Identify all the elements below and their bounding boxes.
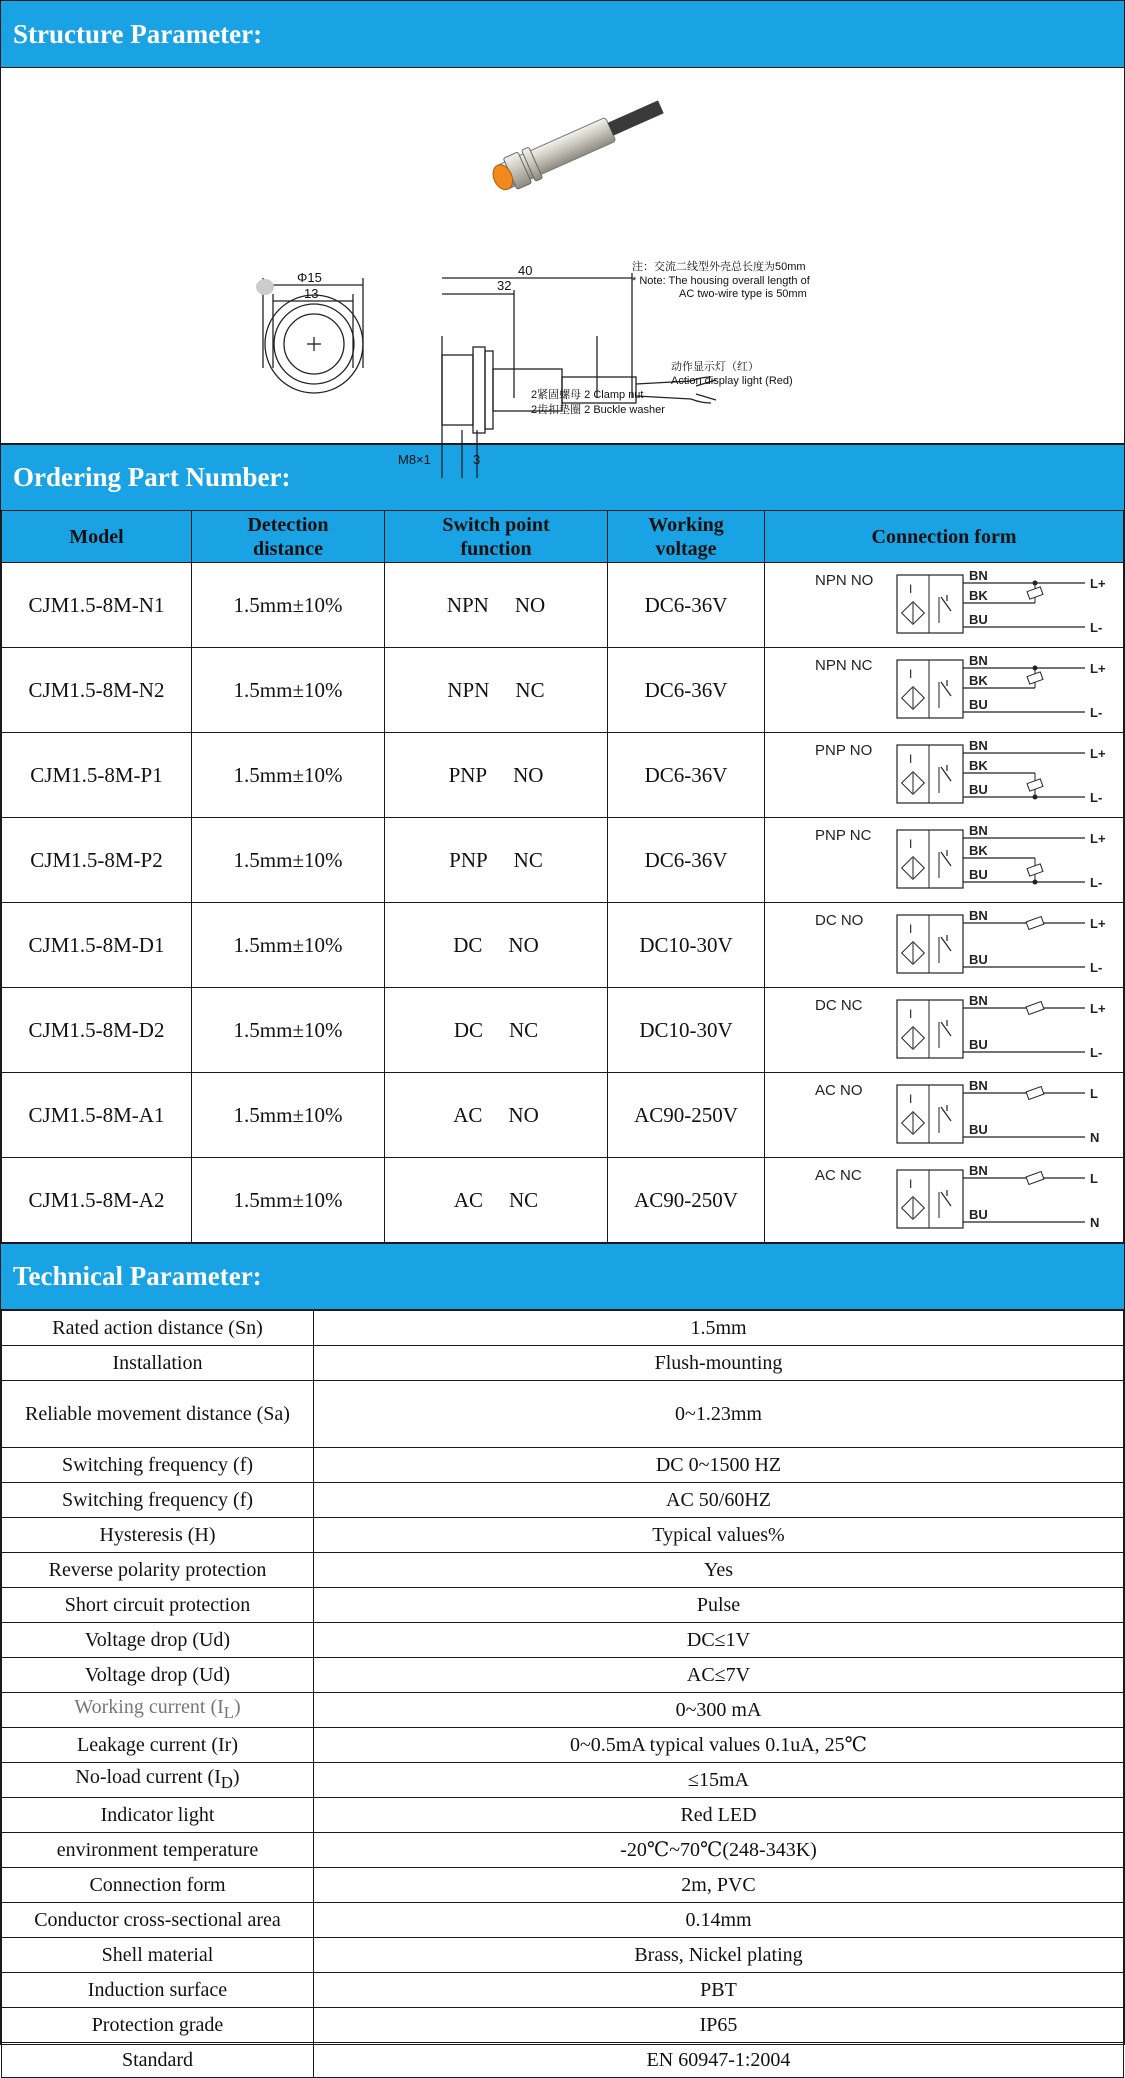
technical-table	[1, 1310, 1124, 2078]
switch-cell: NPN NO	[385, 563, 608, 648]
structure-section-title: Structure Parameter:	[1, 1, 1124, 68]
supply-pos-label: L+	[1090, 576, 1106, 591]
bu-label: BU	[969, 782, 988, 797]
bn-label: BN	[969, 993, 988, 1008]
load-icon	[1027, 672, 1043, 684]
table-row	[2, 988, 1124, 1073]
table-row	[2, 733, 1124, 818]
connection-diagram-cell	[765, 988, 1124, 1073]
bn-label: BN	[969, 823, 988, 838]
table-row	[2, 1763, 1124, 1798]
voltage-cell: DC6-36V	[608, 563, 765, 648]
voltage-cell: DC10-30V	[608, 903, 765, 988]
note-cn: 注：交流二线型外壳总长度为50mm	[632, 261, 806, 273]
param-label: Indicator light	[2, 1798, 314, 1833]
param-value: EN 60947-1:2004	[314, 2043, 1124, 2078]
diagram-label: DC NC	[815, 997, 863, 1014]
model-cell: CJM1.5-8M-D2	[2, 988, 192, 1073]
nut-length-label: 3	[473, 452, 481, 467]
distance-cell: 1.5mm±10%	[192, 903, 385, 988]
switch-cell: PNP NO	[385, 733, 608, 818]
diagram-label: PNP NO	[815, 742, 873, 759]
bu-label: BU	[969, 1122, 988, 1137]
sensor-box	[897, 745, 963, 803]
voltage-cell: DC6-36V	[608, 648, 765, 733]
note-en-1: * Note: The housing overall length of	[632, 275, 810, 287]
ordering-section-title: Ordering Part Number:	[1, 444, 1124, 511]
param-value: DC≤1V	[314, 1623, 1124, 1658]
table-row	[2, 1798, 1124, 1833]
sensor-box	[897, 575, 963, 633]
table-row	[2, 1381, 1124, 1448]
bu-label: BU	[969, 697, 988, 712]
load-icon	[1026, 1002, 1044, 1015]
model-cell: CJM1.5-8M-D1	[2, 903, 192, 988]
table-row	[2, 1483, 1124, 1518]
bu-label: BU	[969, 867, 988, 882]
connection-diagram-cell	[765, 648, 1124, 733]
len-total-label: 40	[518, 263, 533, 278]
wiring-diagram	[765, 818, 1125, 896]
sensor-photo	[488, 91, 668, 196]
i-label: I	[909, 837, 913, 851]
diagram-label: NPN NO	[815, 572, 874, 589]
sensor-box	[897, 915, 963, 973]
i-label: I	[909, 752, 913, 766]
supply-neg-label: N	[1090, 1215, 1100, 1230]
table-row	[2, 1693, 1124, 1728]
diagram-label: DC NO	[815, 912, 864, 929]
connection-diagram-cell	[765, 1073, 1124, 1158]
param-value: Flush-mounting	[314, 1346, 1124, 1381]
light-cn: 动作显示灯（红）	[671, 361, 759, 373]
param-value: 0~0.5mA typical values 0.1uA, 25℃	[314, 1728, 1124, 1763]
model-cell: CJM1.5-8M-P1	[2, 733, 192, 818]
switch-cell: NPN NC	[385, 648, 608, 733]
param-value: Brass, Nickel plating	[314, 1938, 1124, 1973]
param-label: Induction surface	[2, 1973, 314, 2008]
distance-cell: 1.5mm±10%	[192, 818, 385, 903]
supply-neg-label: L-	[1090, 1045, 1103, 1060]
bk-label: BK	[969, 588, 988, 603]
switch-cell: AC NC	[385, 1158, 608, 1243]
param-label: Standard	[2, 2043, 314, 2078]
table-row	[2, 2043, 1124, 2078]
table-row	[2, 563, 1124, 648]
table-row	[2, 818, 1124, 903]
table-row	[2, 1658, 1124, 1693]
distance-cell: 1.5mm±10%	[192, 1073, 385, 1158]
load-icon	[1026, 1172, 1044, 1185]
clamp-nut-label: 2紧固螺母 2 Clamp nut	[531, 389, 644, 401]
table-row	[2, 1728, 1124, 1763]
table-row	[2, 1833, 1124, 1868]
bn-label: BN	[969, 1078, 988, 1093]
load-icon	[1026, 1087, 1044, 1100]
wiring-diagram	[765, 1073, 1125, 1151]
table-row	[2, 1346, 1124, 1381]
supply-pos-label: L	[1090, 1171, 1098, 1186]
voltage-cell: DC6-36V	[608, 818, 765, 903]
param-label: Reverse polarity protection	[2, 1553, 314, 1588]
bu-label: BU	[969, 952, 988, 967]
table-row	[2, 1158, 1124, 1243]
switch-cell: DC NC	[385, 988, 608, 1073]
bk-label: BK	[969, 758, 988, 773]
dia-inner-label: 13	[304, 286, 319, 301]
sensor-box	[897, 830, 963, 888]
param-label: Connection form	[2, 1868, 314, 1903]
param-value: Pulse	[314, 1588, 1124, 1623]
param-label: Switching frequency (f)	[2, 1448, 314, 1483]
connection-diagram-cell	[765, 733, 1124, 818]
i-label: I	[909, 667, 913, 681]
bn-label: BN	[969, 1163, 988, 1178]
voltage-cell: DC6-36V	[608, 733, 765, 818]
table-row	[2, 1868, 1124, 1903]
distance-cell: 1.5mm±10%	[192, 563, 385, 648]
technical-section-title: Technical Parameter:	[1, 1243, 1124, 1310]
param-value: 2m, PVC	[314, 1868, 1124, 1903]
param-value: 1.5mm	[314, 1311, 1124, 1346]
table-row	[2, 1938, 1124, 1973]
load-icon	[1026, 917, 1044, 930]
wiring-diagram	[765, 648, 1125, 726]
table-row	[2, 1623, 1124, 1658]
param-value: PBT	[314, 1973, 1124, 2008]
table-row	[2, 1518, 1124, 1553]
model-cell: CJM1.5-8M-A2	[2, 1158, 192, 1243]
param-value: Red LED	[314, 1798, 1124, 1833]
param-label: Working current $(I_L)$	[2, 1693, 314, 1728]
param-label: environment temperature	[2, 1833, 314, 1868]
param-label: No-load current $(I_D)$	[2, 1763, 314, 1798]
connection-diagram-cell	[765, 818, 1124, 903]
structure-drawing	[1, 68, 1124, 467]
param-label: Voltage drop (Ud)	[2, 1623, 314, 1658]
bn-label: BN	[969, 908, 988, 923]
supply-neg-label: L-	[1090, 875, 1103, 890]
i-label: I	[909, 1007, 913, 1021]
table-row	[2, 648, 1124, 733]
distance-cell: 1.5mm±10%	[192, 648, 385, 733]
supply-pos-label: L+	[1090, 916, 1106, 931]
sensor-box	[897, 1170, 963, 1228]
diagram-label: AC NC	[815, 1167, 862, 1184]
param-label: Installation	[2, 1346, 314, 1381]
table-row	[2, 1073, 1124, 1158]
voltage-cell: AC90-250V	[608, 1073, 765, 1158]
bn-label: BN	[969, 653, 988, 668]
param-label: Voltage drop (Ud)	[2, 1658, 314, 1693]
i-label: I	[909, 1177, 913, 1191]
bu-label: BU	[969, 1037, 988, 1052]
param-value: AC≤7V	[314, 1658, 1124, 1693]
bu-label: BU	[969, 1207, 988, 1222]
param-value: IP65	[314, 2008, 1124, 2043]
light-en: Action display light (Red)	[671, 375, 793, 387]
param-label: Rated action distance (Sn)	[2, 1311, 314, 1346]
len-thread-label: 32	[497, 278, 512, 293]
connection-diagram-cell	[765, 903, 1124, 988]
param-value: -20℃~70℃(248-343K)	[314, 1833, 1124, 1868]
table-row	[2, 2008, 1124, 2043]
note-en-2: AC two-wire type is 50mm	[679, 288, 807, 300]
param-label: Hysteresis (H)	[2, 1518, 314, 1553]
model-cell: CJM1.5-8M-P2	[2, 818, 192, 903]
col-voltage: Working voltage	[608, 511, 765, 563]
sensor-box	[897, 660, 963, 718]
distance-cell: 1.5mm±10%	[192, 733, 385, 818]
supply-pos-label: L+	[1090, 746, 1106, 761]
param-label: Reliable movement distance (Sa)	[2, 1381, 314, 1448]
sensor-box	[897, 1085, 963, 1143]
supply-pos-label: L+	[1090, 831, 1106, 846]
distance-cell: 1.5mm±10%	[192, 1158, 385, 1243]
param-label: Protection grade	[2, 2008, 314, 2043]
supply-neg-label: L-	[1090, 705, 1103, 720]
param-label: Short circuit protection	[2, 1588, 314, 1623]
load-icon	[1027, 864, 1043, 876]
supply-pos-label: L+	[1090, 661, 1106, 676]
param-value: Yes	[314, 1553, 1124, 1588]
voltage-cell: DC10-30V	[608, 988, 765, 1073]
i-label: I	[909, 922, 913, 936]
load-icon	[1027, 587, 1043, 599]
col-connection: Connection form	[765, 511, 1124, 563]
param-value: 0~300 mA	[314, 1693, 1124, 1728]
model-cell: CJM1.5-8M-A1	[2, 1073, 192, 1158]
sensor-drawing-svg	[1, 68, 1124, 467]
switch-cell: PNP NC	[385, 818, 608, 903]
connection-diagram-cell	[765, 563, 1124, 648]
col-detection: Detection distance	[192, 511, 385, 563]
bu-label: BU	[969, 612, 988, 627]
i-label: I	[909, 582, 913, 596]
wiring-diagram	[765, 903, 1125, 981]
bk-label: BK	[969, 673, 988, 688]
bk-label: BK	[969, 843, 988, 858]
wiring-diagram	[765, 563, 1125, 641]
table-row	[2, 1588, 1124, 1623]
table-row	[2, 1311, 1124, 1346]
bn-label: BN	[969, 738, 988, 753]
param-value: 0~1.23mm	[314, 1381, 1124, 1448]
model-cell: CJM1.5-8M-N1	[2, 563, 192, 648]
bn-label: BN	[969, 568, 988, 583]
param-value: 0.14mm	[314, 1903, 1124, 1938]
ordering-header-row	[2, 511, 1124, 563]
table-row	[2, 1448, 1124, 1483]
table-row	[2, 1973, 1124, 2008]
diagram-label: AC NO	[815, 1082, 863, 1099]
supply-neg-label: L-	[1090, 620, 1103, 635]
load-icon	[1027, 779, 1043, 791]
switch-cell: DC NO	[385, 903, 608, 988]
table-row	[2, 1903, 1124, 1938]
sensor-box	[897, 1000, 963, 1058]
param-value: AC 50/60HZ	[314, 1483, 1124, 1518]
connection-diagram-cell	[765, 1158, 1124, 1243]
distance-cell: 1.5mm±10%	[192, 988, 385, 1073]
supply-neg-label: N	[1090, 1130, 1100, 1145]
supply-pos-label: L+	[1090, 1001, 1106, 1016]
col-switch: Switch point function	[385, 511, 608, 563]
supply-neg-label: L-	[1090, 790, 1103, 805]
thread-label: M8×1	[398, 452, 431, 467]
dia-outer-label: Φ15	[297, 270, 322, 285]
param-value: DC 0~1500 HZ	[314, 1448, 1124, 1483]
param-label: Switching frequency (f)	[2, 1483, 314, 1518]
wiring-diagram	[765, 733, 1125, 811]
supply-neg-label: L-	[1090, 960, 1103, 975]
table-row	[2, 903, 1124, 988]
table-row	[2, 1553, 1124, 1588]
param-label: Conductor cross-sectional area	[2, 1903, 314, 1938]
ordering-table	[1, 511, 1124, 1243]
i-label: I	[909, 1092, 913, 1106]
diagram-label: PNP NC	[815, 827, 872, 844]
col-model: Model	[2, 511, 192, 563]
model-cell: CJM1.5-8M-N2	[2, 648, 192, 733]
buckle-washer-label: 2齿扣垫圈 2 Buckle washer	[531, 404, 665, 416]
wiring-diagram	[765, 988, 1125, 1066]
param-label: Leakage current (Ir)	[2, 1728, 314, 1763]
wiring-diagram	[765, 1158, 1125, 1236]
param-value: ≤15mA	[314, 1763, 1124, 1798]
voltage-cell: AC90-250V	[608, 1158, 765, 1243]
switch-cell: AC NO	[385, 1073, 608, 1158]
supply-pos-label: L	[1090, 1086, 1098, 1101]
param-label: Shell material	[2, 1938, 314, 1973]
diagram-label: NPN NC	[815, 657, 873, 674]
param-value: Typical values%	[314, 1518, 1124, 1553]
